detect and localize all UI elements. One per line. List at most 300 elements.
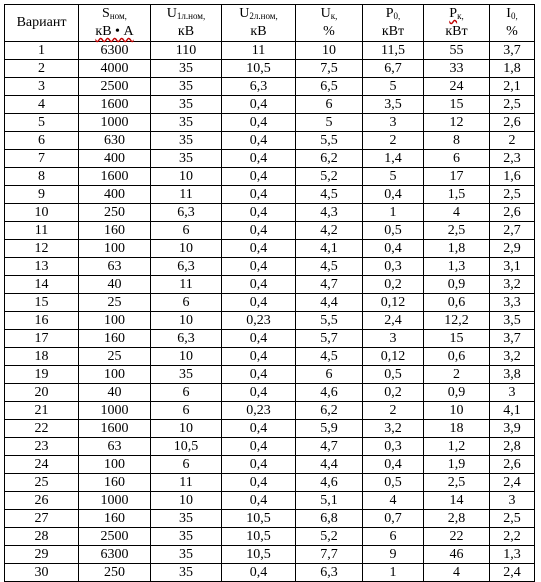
cell-u1: 35 bbox=[151, 564, 222, 582]
cell-i0: 3,2 bbox=[490, 276, 535, 294]
header-u1 bbox=[151, 5, 222, 42]
cell-s-nom: 25 bbox=[79, 348, 151, 366]
cell-u2: 0,4 bbox=[222, 96, 296, 114]
cell-variant: 15 bbox=[5, 294, 79, 312]
table-row bbox=[5, 78, 535, 96]
cell-pk: 1,8 bbox=[424, 240, 490, 258]
cell-s-nom: 250 bbox=[79, 564, 151, 582]
header-i0-subscript: 0, bbox=[510, 11, 518, 21]
cell-s-nom: 63 bbox=[79, 258, 151, 276]
cell-variant: 19 bbox=[5, 366, 79, 384]
cell-variant: 18 bbox=[5, 348, 79, 366]
header-u1-subscript: 1л.ном, bbox=[176, 11, 206, 21]
cell-u2: 0,4 bbox=[222, 114, 296, 132]
cell-u1: 35 bbox=[151, 78, 222, 96]
cell-s-nom: 400 bbox=[79, 150, 151, 168]
cell-pk: 4 bbox=[424, 564, 490, 582]
header-variant-label: Вариант bbox=[16, 15, 67, 30]
cell-i0: 2 bbox=[490, 132, 535, 150]
cell-u1: 6,3 bbox=[151, 204, 222, 222]
cell-p0: 3,5 bbox=[363, 96, 424, 114]
cell-uk: 4,4 bbox=[296, 456, 363, 474]
cell-uk: 10 bbox=[296, 42, 363, 60]
cell-u1: 35 bbox=[151, 60, 222, 78]
cell-u2: 0,4 bbox=[222, 384, 296, 402]
table-row bbox=[5, 294, 535, 312]
cell-variant: 6 bbox=[5, 132, 79, 150]
cell-u2: 10,5 bbox=[222, 528, 296, 546]
table-row bbox=[5, 60, 535, 78]
cell-pk: 2 bbox=[424, 366, 490, 384]
header-i0-symbol: I bbox=[506, 6, 511, 21]
cell-p0: 9 bbox=[363, 546, 424, 564]
cell-u2: 0,4 bbox=[222, 456, 296, 474]
cell-s-nom: 4000 bbox=[79, 60, 151, 78]
table-row bbox=[5, 420, 535, 438]
cell-u2: 0,4 bbox=[222, 474, 296, 492]
table-row bbox=[5, 438, 535, 456]
header-p0-subscript: 0, bbox=[393, 11, 401, 21]
cell-p0: 0,2 bbox=[363, 276, 424, 294]
cell-s-nom: 1000 bbox=[79, 402, 151, 420]
header-p0-symbol: P bbox=[385, 6, 394, 21]
cell-p0: 4 bbox=[363, 492, 424, 510]
cell-u1: 35 bbox=[151, 546, 222, 564]
cell-s-nom: 2500 bbox=[79, 528, 151, 546]
cell-uk: 4,5 bbox=[296, 348, 363, 366]
table-row bbox=[5, 492, 535, 510]
cell-u1: 35 bbox=[151, 132, 222, 150]
cell-uk: 5,2 bbox=[296, 168, 363, 186]
cell-p0: 5 bbox=[363, 78, 424, 96]
cell-variant: 22 bbox=[5, 420, 79, 438]
cell-u2: 0,4 bbox=[222, 204, 296, 222]
cell-u2: 0,4 bbox=[222, 348, 296, 366]
cell-p0: 0,5 bbox=[363, 474, 424, 492]
table-row bbox=[5, 456, 535, 474]
cell-p0: 3,2 bbox=[363, 420, 424, 438]
cell-pk: 6 bbox=[424, 150, 490, 168]
header-i0 bbox=[490, 5, 535, 42]
cell-u2: 0,4 bbox=[222, 168, 296, 186]
header-i0-unit: % bbox=[506, 24, 518, 39]
table-row bbox=[5, 114, 535, 132]
cell-uk: 5 bbox=[296, 114, 363, 132]
cell-p0: 2 bbox=[363, 402, 424, 420]
cell-p0: 0,2 bbox=[363, 384, 424, 402]
cell-i0: 3,5 bbox=[490, 312, 535, 330]
cell-pk: 15 bbox=[424, 96, 490, 114]
cell-pk: 2,8 bbox=[424, 510, 490, 528]
cell-u1: 11 bbox=[151, 276, 222, 294]
table-row bbox=[5, 528, 535, 546]
cell-s-nom: 63 bbox=[79, 438, 151, 456]
cell-uk: 6,5 bbox=[296, 78, 363, 96]
cell-uk: 4,1 bbox=[296, 240, 363, 258]
cell-u1: 35 bbox=[151, 114, 222, 132]
cell-s-nom: 2500 bbox=[79, 78, 151, 96]
cell-uk: 5,9 bbox=[296, 420, 363, 438]
cell-uk: 6,2 bbox=[296, 402, 363, 420]
cell-u2: 10,5 bbox=[222, 546, 296, 564]
cell-u1: 6 bbox=[151, 402, 222, 420]
cell-variant: 9 bbox=[5, 186, 79, 204]
cell-u2: 10,5 bbox=[222, 60, 296, 78]
cell-i0: 2,1 bbox=[490, 78, 535, 96]
cell-i0: 2,2 bbox=[490, 528, 535, 546]
cell-variant: 7 bbox=[5, 150, 79, 168]
cell-s-nom: 100 bbox=[79, 312, 151, 330]
cell-s-nom: 100 bbox=[79, 366, 151, 384]
cell-i0: 3,3 bbox=[490, 294, 535, 312]
cell-uk: 5,5 bbox=[296, 132, 363, 150]
table-row bbox=[5, 186, 535, 204]
cell-variant: 17 bbox=[5, 330, 79, 348]
table-row bbox=[5, 222, 535, 240]
cell-i0: 3,1 bbox=[490, 258, 535, 276]
table-row bbox=[5, 204, 535, 222]
cell-u1: 11 bbox=[151, 186, 222, 204]
cell-variant: 20 bbox=[5, 384, 79, 402]
cell-variant: 12 bbox=[5, 240, 79, 258]
cell-s-nom: 160 bbox=[79, 222, 151, 240]
cell-variant: 1 bbox=[5, 42, 79, 60]
cell-p0: 2,4 bbox=[363, 312, 424, 330]
cell-pk: 18 bbox=[424, 420, 490, 438]
cell-p0: 5 bbox=[363, 168, 424, 186]
cell-i0: 1,3 bbox=[490, 546, 535, 564]
cell-variant: 2 bbox=[5, 60, 79, 78]
table-row bbox=[5, 132, 535, 150]
cell-i0: 2,4 bbox=[490, 474, 535, 492]
cell-i0: 2,5 bbox=[490, 96, 535, 114]
cell-s-nom: 1600 bbox=[79, 420, 151, 438]
cell-u2: 6,3 bbox=[222, 78, 296, 96]
cell-p0: 3 bbox=[363, 114, 424, 132]
header-p0-unit: кВт bbox=[381, 24, 405, 39]
cell-u1: 6,3 bbox=[151, 258, 222, 276]
header-u2-unit: кВ bbox=[250, 24, 267, 39]
cell-pk: 55 bbox=[424, 42, 490, 60]
table-row bbox=[5, 150, 535, 168]
cell-p0: 0,12 bbox=[363, 294, 424, 312]
cell-u2: 0,4 bbox=[222, 294, 296, 312]
header-pk-subscript: к, bbox=[457, 11, 464, 21]
cell-u1: 6 bbox=[151, 384, 222, 402]
cell-p0: 6 bbox=[363, 528, 424, 546]
table-row bbox=[5, 546, 535, 564]
table-body bbox=[5, 42, 535, 582]
cell-u1: 10 bbox=[151, 240, 222, 258]
header-s-nom-unit: кВ • А bbox=[95, 24, 134, 39]
cell-u1: 35 bbox=[151, 510, 222, 528]
cell-uk: 4,5 bbox=[296, 186, 363, 204]
header-uk-subscript: к, bbox=[330, 11, 338, 21]
cell-s-nom: 100 bbox=[79, 240, 151, 258]
cell-uk: 4,7 bbox=[296, 438, 363, 456]
cell-u2: 11 bbox=[222, 42, 296, 60]
cell-p0: 0,5 bbox=[363, 366, 424, 384]
cell-u1: 10 bbox=[151, 348, 222, 366]
cell-uk: 4,6 bbox=[296, 474, 363, 492]
cell-pk: 24 bbox=[424, 78, 490, 96]
cell-pk: 1,9 bbox=[424, 456, 490, 474]
header-u2-symbol: U bbox=[239, 6, 250, 21]
cell-u1: 10 bbox=[151, 168, 222, 186]
cell-u1: 10 bbox=[151, 420, 222, 438]
cell-u1: 11 bbox=[151, 474, 222, 492]
cell-variant: 23 bbox=[5, 438, 79, 456]
transformer-variants-sheet bbox=[4, 4, 535, 582]
header-p0 bbox=[363, 5, 424, 42]
cell-i0: 3,7 bbox=[490, 330, 535, 348]
table-row bbox=[5, 312, 535, 330]
table-row bbox=[5, 168, 535, 186]
cell-pk: 46 bbox=[424, 546, 490, 564]
cell-i0: 2,6 bbox=[490, 114, 535, 132]
cell-i0: 2,6 bbox=[490, 204, 535, 222]
cell-pk: 14 bbox=[424, 492, 490, 510]
cell-i0: 3,7 bbox=[490, 42, 535, 60]
cell-s-nom: 6300 bbox=[79, 546, 151, 564]
cell-p0: 1 bbox=[363, 564, 424, 582]
table-row bbox=[5, 366, 535, 384]
cell-u2: 0,4 bbox=[222, 330, 296, 348]
cell-u1: 10,5 bbox=[151, 438, 222, 456]
table-row bbox=[5, 96, 535, 114]
header-u2-subscript: 2л.ном, bbox=[249, 11, 278, 21]
cell-u1: 6 bbox=[151, 456, 222, 474]
cell-uk: 6,3 bbox=[296, 564, 363, 582]
cell-pk: 1,5 bbox=[424, 186, 490, 204]
cell-pk: 12 bbox=[424, 114, 490, 132]
cell-u2: 0,23 bbox=[222, 312, 296, 330]
header-uk-symbol: U bbox=[320, 6, 331, 21]
cell-variant: 3 bbox=[5, 78, 79, 96]
header-s-nom-symbol: S bbox=[102, 6, 110, 21]
header-s-nom bbox=[79, 5, 151, 42]
cell-pk: 1,2 bbox=[424, 438, 490, 456]
table-row bbox=[5, 402, 535, 420]
cell-u2: 0,4 bbox=[222, 150, 296, 168]
cell-uk: 7,7 bbox=[296, 546, 363, 564]
cell-uk: 6,2 bbox=[296, 150, 363, 168]
table-row bbox=[5, 276, 535, 294]
cell-p0: 6,7 bbox=[363, 60, 424, 78]
table-row bbox=[5, 42, 535, 60]
cell-p0: 0,3 bbox=[363, 438, 424, 456]
cell-uk: 5,1 bbox=[296, 492, 363, 510]
cell-variant: 26 bbox=[5, 492, 79, 510]
table-row bbox=[5, 474, 535, 492]
cell-p0: 1,4 bbox=[363, 150, 424, 168]
cell-u1: 6,3 bbox=[151, 330, 222, 348]
cell-u1: 10 bbox=[151, 492, 222, 510]
cell-s-nom: 40 bbox=[79, 276, 151, 294]
cell-p0: 2 bbox=[363, 132, 424, 150]
cell-variant: 14 bbox=[5, 276, 79, 294]
cell-variant: 4 bbox=[5, 96, 79, 114]
cell-variant: 13 bbox=[5, 258, 79, 276]
cell-u2: 0,4 bbox=[222, 420, 296, 438]
cell-i0: 1,6 bbox=[490, 168, 535, 186]
cell-s-nom: 160 bbox=[79, 474, 151, 492]
cell-i0: 2,3 bbox=[490, 150, 535, 168]
cell-variant: 11 bbox=[5, 222, 79, 240]
cell-i0: 3 bbox=[490, 384, 535, 402]
header-u1-unit: кВ bbox=[177, 24, 195, 39]
cell-variant: 28 bbox=[5, 528, 79, 546]
cell-i0: 2,4 bbox=[490, 564, 535, 582]
cell-u2: 0,4 bbox=[222, 564, 296, 582]
cell-i0: 2,8 bbox=[490, 438, 535, 456]
table-row bbox=[5, 348, 535, 366]
cell-uk: 5,7 bbox=[296, 330, 363, 348]
cell-u2: 0,23 bbox=[222, 402, 296, 420]
header-pk-unit: кВт bbox=[445, 24, 468, 39]
header-u1-symbol: U bbox=[166, 6, 177, 21]
cell-u2: 0,4 bbox=[222, 132, 296, 150]
cell-p0: 0,4 bbox=[363, 456, 424, 474]
cell-u2: 10,5 bbox=[222, 510, 296, 528]
cell-pk: 0,6 bbox=[424, 348, 490, 366]
cell-u1: 10 bbox=[151, 312, 222, 330]
cell-u1: 110 bbox=[151, 42, 222, 60]
cell-pk: 33 bbox=[424, 60, 490, 78]
cell-u2: 0,4 bbox=[222, 492, 296, 510]
table-row bbox=[5, 258, 535, 276]
cell-u1: 35 bbox=[151, 96, 222, 114]
cell-u1: 35 bbox=[151, 150, 222, 168]
cell-s-nom: 40 bbox=[79, 384, 151, 402]
cell-pk: 0,9 bbox=[424, 276, 490, 294]
cell-u2: 0,4 bbox=[222, 240, 296, 258]
table-row bbox=[5, 384, 535, 402]
cell-u1: 35 bbox=[151, 366, 222, 384]
cell-s-nom: 400 bbox=[79, 186, 151, 204]
cell-u2: 0,4 bbox=[222, 276, 296, 294]
cell-p0: 0,3 bbox=[363, 258, 424, 276]
cell-u1: 6 bbox=[151, 222, 222, 240]
cell-variant: 21 bbox=[5, 402, 79, 420]
cell-variant: 29 bbox=[5, 546, 79, 564]
cell-pk: 12,2 bbox=[424, 312, 490, 330]
cell-variant: 27 bbox=[5, 510, 79, 528]
cell-pk: 15 bbox=[424, 330, 490, 348]
cell-uk: 6,8 bbox=[296, 510, 363, 528]
cell-s-nom: 250 bbox=[79, 204, 151, 222]
cell-pk: 10 bbox=[424, 402, 490, 420]
cell-variant: 16 bbox=[5, 312, 79, 330]
cell-pk: 2,5 bbox=[424, 474, 490, 492]
cell-i0: 2,6 bbox=[490, 456, 535, 474]
cell-variant: 10 bbox=[5, 204, 79, 222]
header-row bbox=[5, 5, 535, 42]
cell-u2: 0,4 bbox=[222, 186, 296, 204]
cell-s-nom: 25 bbox=[79, 294, 151, 312]
cell-pk: 17 bbox=[424, 168, 490, 186]
table-row bbox=[5, 240, 535, 258]
cell-i0: 4,1 bbox=[490, 402, 535, 420]
cell-uk: 4,7 bbox=[296, 276, 363, 294]
header-variant bbox=[5, 5, 79, 42]
cell-i0: 3,9 bbox=[490, 420, 535, 438]
cell-variant: 8 bbox=[5, 168, 79, 186]
cell-variant: 5 bbox=[5, 114, 79, 132]
cell-uk: 4,3 bbox=[296, 204, 363, 222]
cell-s-nom: 1000 bbox=[79, 114, 151, 132]
header-s-nom-subscript: ном, bbox=[109, 11, 127, 21]
header-u2 bbox=[222, 5, 296, 42]
cell-uk: 7,5 bbox=[296, 60, 363, 78]
cell-pk: 1,3 bbox=[424, 258, 490, 276]
cell-i0: 3,2 bbox=[490, 348, 535, 366]
cell-variant: 25 bbox=[5, 474, 79, 492]
cell-pk: 2,5 bbox=[424, 222, 490, 240]
cell-uk: 4,5 bbox=[296, 258, 363, 276]
cell-uk: 6 bbox=[296, 96, 363, 114]
cell-uk: 4,6 bbox=[296, 384, 363, 402]
cell-pk: 8 bbox=[424, 132, 490, 150]
cell-s-nom: 1600 bbox=[79, 96, 151, 114]
cell-i0: 2,7 bbox=[490, 222, 535, 240]
cell-pk: 22 bbox=[424, 528, 490, 546]
cell-uk: 4,4 bbox=[296, 294, 363, 312]
cell-p0: 3 bbox=[363, 330, 424, 348]
cell-pk: 4 bbox=[424, 204, 490, 222]
cell-i0: 2,5 bbox=[490, 510, 535, 528]
cell-p0: 0,5 bbox=[363, 222, 424, 240]
cell-uk: 5,5 bbox=[296, 312, 363, 330]
cell-u2: 0,4 bbox=[222, 366, 296, 384]
cell-p0: 0,4 bbox=[363, 186, 424, 204]
cell-p0: 0,4 bbox=[363, 240, 424, 258]
cell-i0: 1,8 bbox=[490, 60, 535, 78]
cell-s-nom: 160 bbox=[79, 330, 151, 348]
cell-s-nom: 160 bbox=[79, 510, 151, 528]
cell-s-nom: 1600 bbox=[79, 168, 151, 186]
cell-variant: 24 bbox=[5, 456, 79, 474]
cell-p0: 0,7 bbox=[363, 510, 424, 528]
cell-s-nom: 630 bbox=[79, 132, 151, 150]
cell-pk: 0,6 bbox=[424, 294, 490, 312]
cell-u2: 0,4 bbox=[222, 258, 296, 276]
cell-s-nom: 6300 bbox=[79, 42, 151, 60]
transformer-parameters-table bbox=[4, 4, 535, 582]
cell-i0: 2,9 bbox=[490, 240, 535, 258]
header-uk-unit: % bbox=[323, 24, 335, 39]
cell-p0: 1 bbox=[363, 204, 424, 222]
cell-pk: 0,9 bbox=[424, 384, 490, 402]
cell-p0: 0,12 bbox=[363, 348, 424, 366]
table-row bbox=[5, 330, 535, 348]
header-pk-symbol: P bbox=[449, 6, 458, 21]
header-uk bbox=[296, 5, 363, 42]
cell-i0: 3,8 bbox=[490, 366, 535, 384]
cell-p0: 11,5 bbox=[363, 42, 424, 60]
cell-s-nom: 1000 bbox=[79, 492, 151, 510]
cell-s-nom: 100 bbox=[79, 456, 151, 474]
cell-u2: 0,4 bbox=[222, 438, 296, 456]
cell-uk: 6 bbox=[296, 366, 363, 384]
cell-u2: 0,4 bbox=[222, 222, 296, 240]
cell-u1: 6 bbox=[151, 294, 222, 312]
cell-uk: 4,2 bbox=[296, 222, 363, 240]
header-pk bbox=[424, 5, 490, 42]
table-row bbox=[5, 510, 535, 528]
cell-variant: 30 bbox=[5, 564, 79, 582]
cell-i0: 3 bbox=[490, 492, 535, 510]
